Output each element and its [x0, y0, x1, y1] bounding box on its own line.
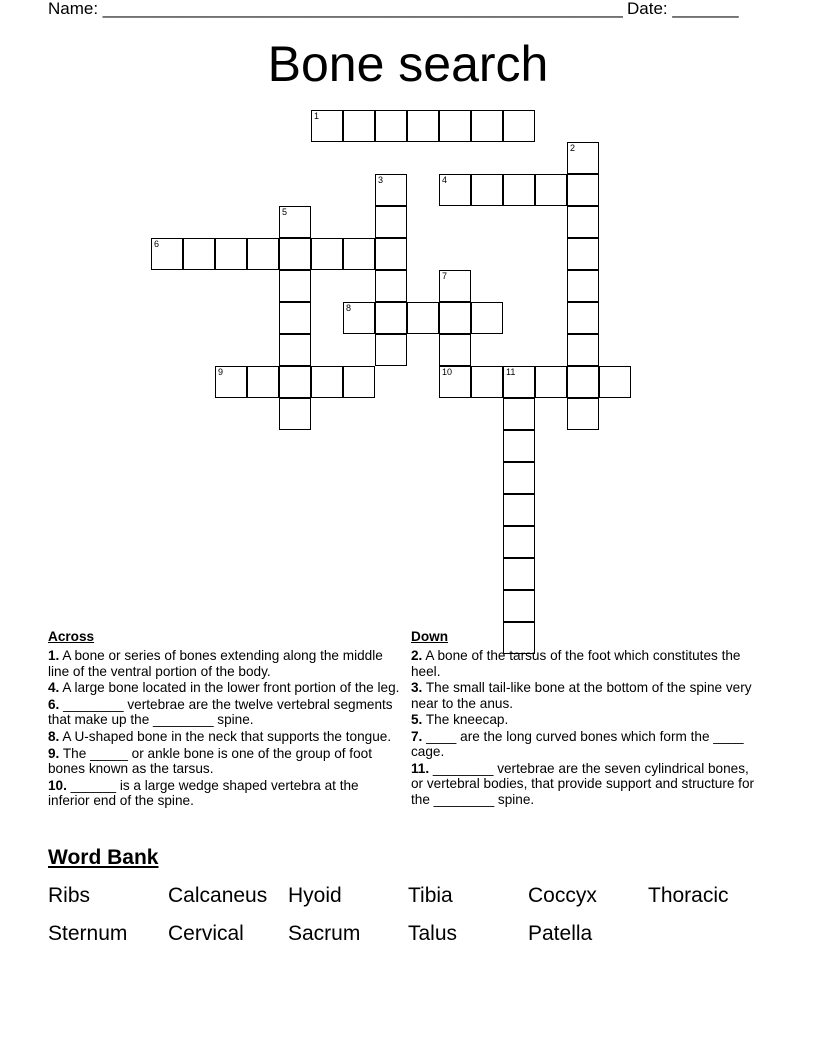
clue-number: 2.	[411, 648, 423, 664]
clue-number: 4.	[48, 680, 60, 696]
down-heading: Down	[411, 629, 448, 644]
across-clue	[48, 680, 400, 695]
clue-text: ________ vertebrae are the twelve vertebral segments that make up the ________ spine.	[48, 696, 393, 728]
crossword-cell[interactable]	[279, 366, 311, 398]
clue-text: The _____ or ankle bone is one of the group of foot bones known as the tarsus.	[48, 745, 372, 776]
clue-number: 1	[314, 111, 320, 121]
crossword-cell[interactable]	[567, 174, 599, 206]
crossword-cell[interactable]	[279, 206, 311, 238]
crossword-cell[interactable]	[535, 174, 567, 206]
clue-text: A U-shaped bone in the neck that supports the tongue.	[59, 728, 392, 744]
date-field-label: Date: _______	[627, 0, 739, 18]
crossword-cell[interactable]	[503, 462, 535, 494]
across-clue	[48, 697, 400, 728]
clue-text: The small tail-like bone at the bottom of the spine very near to the anus.	[411, 680, 752, 711]
down-clue	[411, 680, 763, 711]
crossword-cell[interactable]	[375, 174, 407, 206]
clue-number: 7	[442, 271, 448, 281]
crossword-cell[interactable]	[375, 302, 407, 334]
crossword-cell[interactable]	[215, 366, 247, 398]
crossword-cell[interactable]	[343, 238, 375, 270]
across-clues	[48, 629, 400, 810]
word-bank-item: Patella	[528, 922, 593, 945]
crossword-cell[interactable]	[503, 558, 535, 590]
clue-number: 5.	[411, 712, 423, 728]
crossword-cell[interactable]	[471, 366, 503, 398]
crossword-cell[interactable]	[375, 238, 407, 270]
crossword-cell[interactable]	[503, 430, 535, 462]
crossword-cell[interactable]	[503, 590, 535, 622]
across-clue	[48, 746, 400, 777]
crossword-cell[interactable]	[311, 238, 343, 270]
crossword-cell[interactable]	[503, 494, 535, 526]
crossword-cell[interactable]	[311, 110, 343, 142]
crossword-cell[interactable]	[503, 366, 535, 398]
crossword-cell[interactable]	[567, 270, 599, 302]
name-field-label: Name: _______________________________________________________	[48, 0, 623, 18]
crossword-cell[interactable]	[407, 110, 439, 142]
crossword-cell[interactable]	[503, 174, 535, 206]
crossword-cell[interactable]	[151, 238, 183, 270]
crossword-cell[interactable]	[407, 302, 439, 334]
crossword-cell[interactable]	[439, 334, 471, 366]
clue-number: 6.	[48, 696, 60, 712]
across-clue	[48, 778, 400, 809]
word-bank-item: Sacrum	[288, 922, 361, 945]
word-bank-item: Coccyx	[528, 884, 597, 907]
across-heading: Across	[48, 629, 95, 644]
crossword-cell[interactable]	[599, 366, 631, 398]
clue-text: A bone or series of bones extending along the middle line of the ventral portion of the body.	[48, 648, 383, 679]
crossword-cell[interactable]	[567, 142, 599, 174]
crossword-cell[interactable]	[567, 238, 599, 270]
clue-number: 3	[378, 175, 384, 185]
crossword-cell[interactable]	[375, 206, 407, 238]
clue-number: 9.	[48, 745, 60, 761]
crossword-cell[interactable]	[439, 270, 471, 302]
crossword-cell[interactable]	[247, 238, 279, 270]
crossword-cell[interactable]	[311, 366, 343, 398]
word-bank-item: Thoracic	[648, 884, 729, 907]
crossword-cell[interactable]	[375, 110, 407, 142]
crossword-cell[interactable]	[471, 110, 503, 142]
crossword-cell[interactable]	[471, 174, 503, 206]
clue-number: 10.	[48, 777, 67, 793]
crossword-cell[interactable]	[503, 110, 535, 142]
clue-text: ______ is a large wedge shaped vertebra at the inferior end of the spine.	[48, 777, 359, 808]
word-bank-item: Sternum	[48, 922, 128, 945]
word-bank-item: Ribs	[48, 884, 91, 907]
crossword-cell[interactable]	[503, 398, 535, 430]
down-clue	[411, 761, 763, 807]
page-title: Bone search	[267, 36, 549, 92]
crossword-cell[interactable]	[183, 238, 215, 270]
clue-text: ________ vertebrae are the seven cylindrical bones, or vertebral bodies, that provide support and structure for the ________ spine.	[411, 760, 755, 807]
word-bank-item: Tibia	[408, 884, 453, 907]
down-clue	[411, 712, 763, 727]
word-bank-title: Word Bank	[48, 846, 159, 869]
down-clues	[411, 629, 763, 808]
crossword-cell[interactable]	[279, 334, 311, 366]
clue-text: ____ are the long curved bones which form the ____ cage.	[411, 728, 744, 760]
crossword-cell[interactable]	[567, 302, 599, 334]
crossword-cell[interactable]	[439, 302, 471, 334]
crossword-cell[interactable]	[247, 366, 279, 398]
crossword-cell[interactable]	[343, 110, 375, 142]
crossword-cell[interactable]	[567, 366, 599, 398]
clue-text: A bone of the tarsus of the foot which constitutes the heel.	[411, 648, 741, 679]
crossword-cell[interactable]	[215, 238, 247, 270]
clue-number: 2	[570, 143, 576, 153]
clue-number: 7.	[411, 728, 423, 744]
clue-number: 9	[218, 367, 224, 377]
across-clue	[48, 729, 400, 744]
clue-number: 6	[154, 239, 160, 249]
across-clue	[48, 648, 400, 679]
clue-number: 8.	[48, 728, 60, 744]
clue-number: 4	[442, 175, 448, 185]
crossword-cell[interactable]	[535, 366, 567, 398]
crossword-cell[interactable]	[279, 270, 311, 302]
clue-text: The kneecap.	[422, 712, 509, 728]
crossword-cell[interactable]	[439, 110, 471, 142]
clue-number: 11.	[411, 760, 430, 776]
clue-number: 8	[346, 303, 352, 313]
crossword-cell[interactable]	[375, 270, 407, 302]
clue-number: 1.	[48, 648, 60, 664]
down-clue	[411, 648, 763, 679]
crossword-cell[interactable]	[471, 302, 503, 334]
word-bank-item: Calcaneus	[168, 884, 268, 907]
crossword-cell[interactable]	[567, 398, 599, 430]
word-bank-item: Cervical	[168, 922, 244, 945]
crossword-cell[interactable]	[439, 174, 471, 206]
word-bank-item: Hyoid	[288, 884, 342, 907]
crossword-cell[interactable]	[567, 334, 599, 366]
crossword-cell[interactable]	[439, 366, 471, 398]
clue-number: 5	[282, 207, 288, 217]
crossword-cell[interactable]	[343, 302, 375, 334]
clue-number: 10	[442, 367, 453, 377]
crossword-cell[interactable]	[279, 302, 311, 334]
clue-text: A large bone located in the lower front portion of the leg.	[59, 680, 400, 696]
clue-number: 3.	[411, 680, 423, 696]
crossword-cell[interactable]	[375, 334, 407, 366]
clue-number: 11	[506, 367, 516, 377]
crossword-cell[interactable]	[503, 526, 535, 558]
down-clue	[411, 729, 763, 760]
crossword-cell[interactable]	[343, 366, 375, 398]
crossword-cell[interactable]	[279, 238, 311, 270]
crossword-cell[interactable]	[279, 398, 311, 430]
crossword-cell[interactable]	[567, 206, 599, 238]
word-bank-item: Talus	[408, 922, 458, 945]
